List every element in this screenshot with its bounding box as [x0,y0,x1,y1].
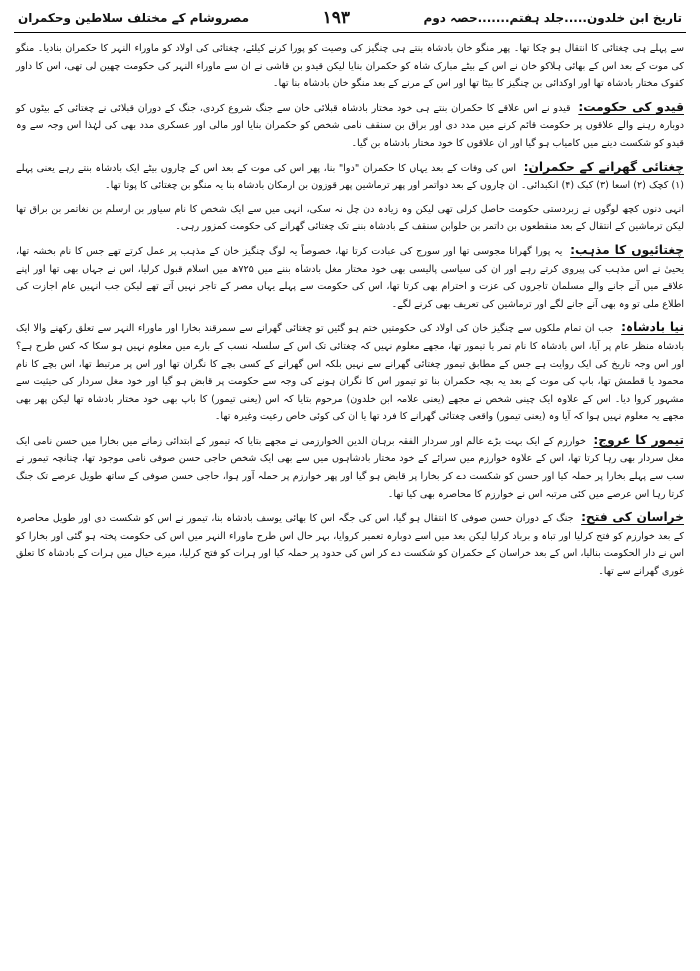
section-heading: تیمور کا عروج: [593,432,684,447]
section-heading: قیدو کی حکومت: [578,99,684,114]
section-heading: چغتائیوں کا مذہب: [570,242,684,257]
paragraph-text: یہ پورا گھرانا مجوسی تھا اور سورج کی عبادت کرتا تھا، خصوصاً یہ لوگ چنگیز خان کے مذہب پر عمل کرتے تھے جس کا نام بخشہ تھا، یحییٰ نے اس مذہب کی پیروی کرتے رہے اور ان کی سیاسی پالیسی بھی خود مختار مغل بادشاہ بننے میں ۷۲۵ھ میں اسلام قبول کرلیا، اس نے جہاں بھی تھا اور اپنے علاقے میں آنے جانے والے مسلمان تاجروں کی عزت و احترام بھی کرتا تھا، اس کی حکومت سے پہلے یہاں مصر کے تاجر نہیں آتے تھے لیکن جب انہیں عام اجازت کی اطلاع ملی تو وہ بھی آنے جانے لگے اور ترماشین کی تعریف بھی کرنے لگے۔ [16,245,684,310]
header-divider [14,32,686,33]
paragraph [16,432,684,503]
section-heading: چغتائی گھرانے کے حکمران: [523,159,685,174]
paragraph-text: اس کی وفات کے بعد یہاں کا حکمران "دوا" بنا، پھر اس کی موت کے بعد اس کے چاروں بیٹے ایک بادشاہ بنتے رہے یعنی پہلے (۱) کچک (۲) اسعا (۳) کبک (۴) انکبدائی۔ ان چاروں کے بعد دواتمر اور پھر ترماشین پھر قوزون بن ارمکان بادشاہ بنا یہ منگو بن چغتائی کا پوتا تھا۔ [16,162,684,192]
paragraph [16,40,684,93]
paragraph [16,319,684,426]
paragraph-text: قیدو نے اس علاقے کا حکمران بنتے ہی خود مختار بادشاہ قبلائی خان سے جنگ شروع کردی، جنگ کے دوران قبلائی نے چغتائی کے بیٹوں کو دوبارہ رہنے والے علاقوں پر حکومت قائم کرنے میں مدد دی اور براق بن سنقف نامی شخص کو حکمران بنایا اور مالی اور عسکری مدد بھی کی لہٰذا اس وجہ سے وہ قیدو کو شکست دینے میں کامیاب ہو گیا اور ان علاقوں کا خود مختار بادشاہ بن گیا۔ [16,102,684,149]
paragraph [16,201,684,236]
paragraph-text: سے پہلے ہی چغتائی کا انتقال ہو چکا تھا۔ پھر منگو خان بادشاہ بنتے ہی چنگیز کی وصیت کو پورا کرنے کیلئے، چغتائی کی اولاد کو ماوراء النہر کا حکمران بنادیا۔ منگو کی موت کے بعد اس کے بھائی ہلاکو خان نے اس کے بیٹے مبارک شاہ کو حکمران بنایا لیکن قیدو بن قاشی نے ان سے ماوراء النہر کی حکومت چھین لی تھی، اس کا داور کفوک مختار بادشاہ تھا اور اوکدائی بن چنگیز کا بیٹا تھا اور اس کے مرنے کے بعد منگو خان بادشاہ بنا تھا۔ [16,43,684,90]
section-heading: خراسان کی فتح: [581,510,684,525]
header-chapter-title: مصروشام کے مختلف سلاطین وحکمران [18,11,250,25]
page-body [16,40,684,963]
section-heading: نیا بادشاہ: [621,320,684,335]
paragraph-text: جب ان تمام ملکوں سے چنگیز خان کی اولاد کی حکومتیں ختم ہو گئیں تو چغتائی گھرانے سے سمرقند بخارا اور ماوراء النہر سے تعلق رکھنے والا ایک بادشاہ منظر عام پر آیا، اس بادشاہ کا نام تمر یا تیمور تھا، مجھے معلوم نہیں کہ چغتائی تک اس کے سلسلہ نسب کے بارے میں معلوم نہیں ہو سکا کہ کس طرح ہے؟ اور اس وجہ تاریخ کی ایک روایت ہے جس کے مطابق تیمور چغتائی گھرانے سے نہیں بلکہ اس گھرانے کے کسی بچے کا نگران تھا اور اس پر مرتبط تھا، اس بچے کا نام محمود یا قطمش تھا، باپ کی موت کے بعد یہ بچہ حکمران بنا تو تیمور اس کا نگران ہونے کی وجہ سے حکومت پر قابض ہو گیا اور خود مغل سردار کی حیثیت سے مشہور کروا دیا۔ اس کے علاوہ ایک چینی شخص نے مجھے (یعنی علامہ ابن خلدون) مرحوم بتایا کہ اس (یعنی تیمور) کا باپ بھی خود مختار بادشاہ تھا لیکن پھر بھی مجھے یہ معلوم نہیں ہوا کہ آیا وہ (یعنی تیمور) واقعی چغتائی گھرانے کا فرد تھا یا ان کی کوئی خاص رعیت وغیرہ تھا۔ [16,323,684,423]
paragraph [16,242,684,313]
paragraph-text: خوارزم کے ایک بہت بڑے عالم اور سردار الفقہ برہان الدین الخوارزمی نے مجھے بتایا کہ تیمور کے ابتدائی زمانے میں بخارا میں حسن نامی ایک مغل سردار بھی رہا کرتا تھا، اس کے علاوہ خوارزم میں سرائے کے خود مختار بادشاہوں میں سے بھی ایک شخص حاجی حسن صوفی نامی موجود تھا، چنانچہ تیمور نے سب سے پہلے بخارا پر حملہ کیا اور حسن کو شکست دے کر بخارا پر قابض ہو گیا اور پھر خوارزم پر حملہ آور ہوا، حاجی حسن صوفی کے ساتھ طویل عرصے تک جنگ کرتا رہا اس عرصے میں کئی مرتبہ اس نے خوارزم کا محاصرہ بھی کیا تھا۔ [16,435,684,500]
header-book-title: تاریخ ابن خلدون.....جلد ہفتم.......حصہ دوم [423,11,682,25]
paragraph-text: جنگ کے دوران حسن صوفی کا انتقال ہو گیا، اس کی جگہ اس کا بھائی یوسف بادشاہ بنا، تیمور نے اس کو شکست دی اور طویل محاصرہ کے بعد خوارزم کو فتح کرلیا اور تباہ و برباد کرلیا لیکن بعد میں اسے دوبارہ تعمیر کروایا، بہر حال اس طرح ماوراء النہر میں اس کی حکومت پختہ ہو گئی اور بخارا کو اس نے دار الحکومت بنالیا، اس کے بعد خراسان کے حکمران کو شکست دے کر اس کی حدود پر حملہ کیا اور ہرات کو فتح کرلیا، میرے خیال میں ہرات کے بادشاہ کا تعلق غوری گھرانے سے تھا۔ [16,513,684,578]
page-number: ۱۹۳ [322,8,350,28]
paragraph [16,99,684,153]
paragraph [16,509,684,580]
paragraph [16,159,684,195]
running-header [18,6,682,30]
paragraph-text: انہی دنوں کچھ لوگوں نے زبردستی حکومت حاصل کرلی تھی لیکن وہ زیادہ دن چل نہ سکی، انہی میں سے ایک شخص کا نام سیاور بن ارسلم بن نغاتمر بن براق تھا لیکن ترماشین کے انتقال کے بعد منقطعوں بن داتمر بن حلوابن سنقف کے بادشاہ بننے تک چغتائی گھرانے کی حکومت کمزور رہی۔ [16,203,684,233]
